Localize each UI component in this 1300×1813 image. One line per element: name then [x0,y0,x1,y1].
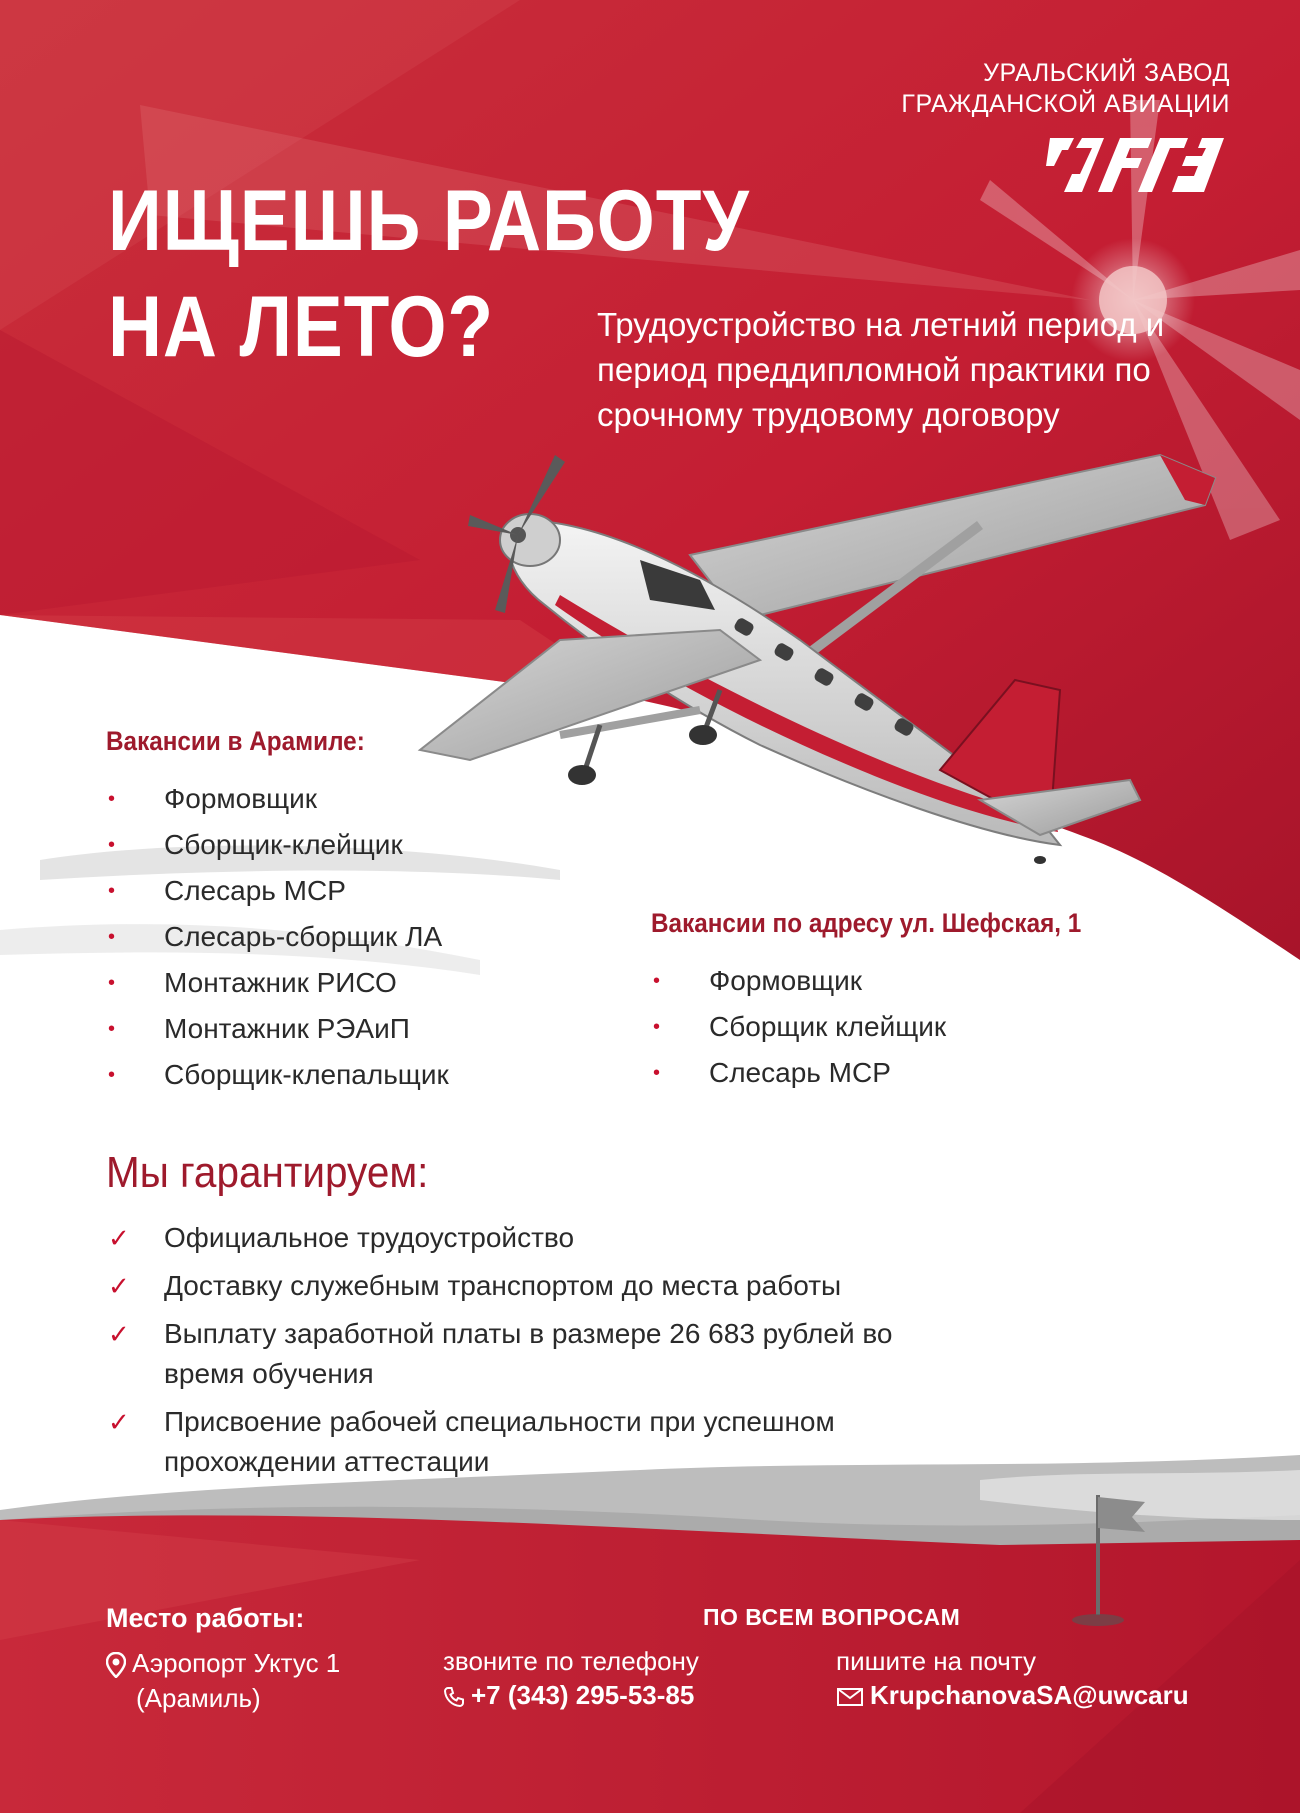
workplace-address-line2: (Арамиль) [136,1683,261,1713]
vacancy-item [651,1050,946,1096]
company-name [901,58,1230,120]
guarantee-text: Доставку служебным транспортом до места работы [164,1270,842,1301]
vacancy-item [106,1052,449,1098]
vacancy-name: Сборщик-клейщик [164,829,403,860]
guarantee-item [106,1314,924,1394]
company-logo [1042,132,1230,198]
vacancy-item [106,914,449,960]
vacancy-item [106,960,449,1006]
vacancy-item [106,1006,449,1052]
vacancies-aramil-list [106,776,449,1098]
bullet-dot-icon: • [108,788,116,810]
vacancy-item [106,822,449,868]
vacancy-item [651,1004,946,1050]
company-name-line2: ГРАЖДАНСКОЙ АВИАЦИИ [901,90,1230,118]
vacancies-aramil-title: Вакансии в Арамиле: [106,726,365,756]
bullet-dot-icon: • [653,1062,661,1084]
vacancy-item [106,868,449,914]
guarantee-item [106,1402,924,1482]
mail-icon [836,1687,864,1707]
guarantee-text: Выплату заработной платы в размере 26 683 рублей во время обучения [164,1318,893,1389]
guarantee-text: Официальное трудоустройство [164,1222,575,1253]
bullet-dot-icon: • [108,972,116,994]
vacancies-shefskaya-title: Вакансии по адресу ул. Шефская, 1 [651,908,1082,938]
company-name-line1: УРАЛЬСКИЙ ЗАВОД [983,59,1230,87]
vacancy-name: Монтажник РЭАиП [164,1013,410,1044]
call-label: звоните по телефону [443,1646,699,1676]
workplace-address-line1: Аэропорт Уктус 1 [132,1648,341,1678]
bullet-dot-icon: • [653,970,661,992]
phone-link[interactable] [443,1680,694,1711]
checkmark-icon: ✓ [108,1223,130,1253]
checkmark-icon: ✓ [108,1319,130,1349]
questions-title: ПО ВСЕМ ВОПРОСАМ [703,1604,961,1630]
bullet-dot-icon: • [108,834,116,856]
vacancy-name: Сборщик клейщик [709,1011,947,1042]
phone-number: +7 (343) 295-53-85 [471,1680,695,1710]
bullet-dot-icon: • [108,926,116,948]
vacancies-shefskaya-list [651,958,946,1096]
headline-line1: ИЩЕШЬ РАБОТУ [108,173,750,269]
headline-line2: НА ЛЕТО? [108,279,494,375]
phone-icon [443,1686,465,1708]
location-pin-icon [106,1652,126,1678]
vacancy-name: Слесарь-сборщик ЛА [164,921,443,952]
guarantee-item [106,1266,924,1306]
bullet-dot-icon: • [108,1064,116,1086]
guarantees-title: Мы гарантируем: [106,1148,429,1197]
bullet-dot-icon: • [108,880,116,902]
vacancy-name: Монтажник РИСО [164,967,397,998]
workplace-title: Место работы: [106,1603,305,1633]
email-link[interactable] [836,1680,1189,1711]
vacancy-name: Слесарь МСР [709,1057,891,1088]
guarantee-item [106,1218,924,1258]
vacancy-item [651,958,946,1004]
checkmark-icon: ✓ [108,1271,130,1301]
vacancy-item [106,776,449,822]
subtitle: Трудоустройство на летний период и период преддипломной практики по срочному трудовому договору [597,306,1165,433]
checkmark-icon: ✓ [108,1407,130,1437]
email-address: KrupchanovaSA@uwcaru [870,1680,1189,1710]
vacancy-name: Слесарь МСР [164,875,346,906]
bullet-dot-icon: • [108,1018,116,1040]
vacancy-name: Формовщик [164,783,318,814]
vacancy-name: Сборщик-клепальщик [164,1059,449,1090]
guarantee-text: Присвоение рабочей специальности при успешном прохождении аттестации [164,1406,835,1477]
workplace-address [106,1646,340,1716]
bullet-dot-icon: • [653,1016,661,1038]
vacancy-name: Формовщик [709,965,863,996]
mail-label: пишите на почту [836,1646,1037,1676]
guarantees-list [106,1218,924,1490]
